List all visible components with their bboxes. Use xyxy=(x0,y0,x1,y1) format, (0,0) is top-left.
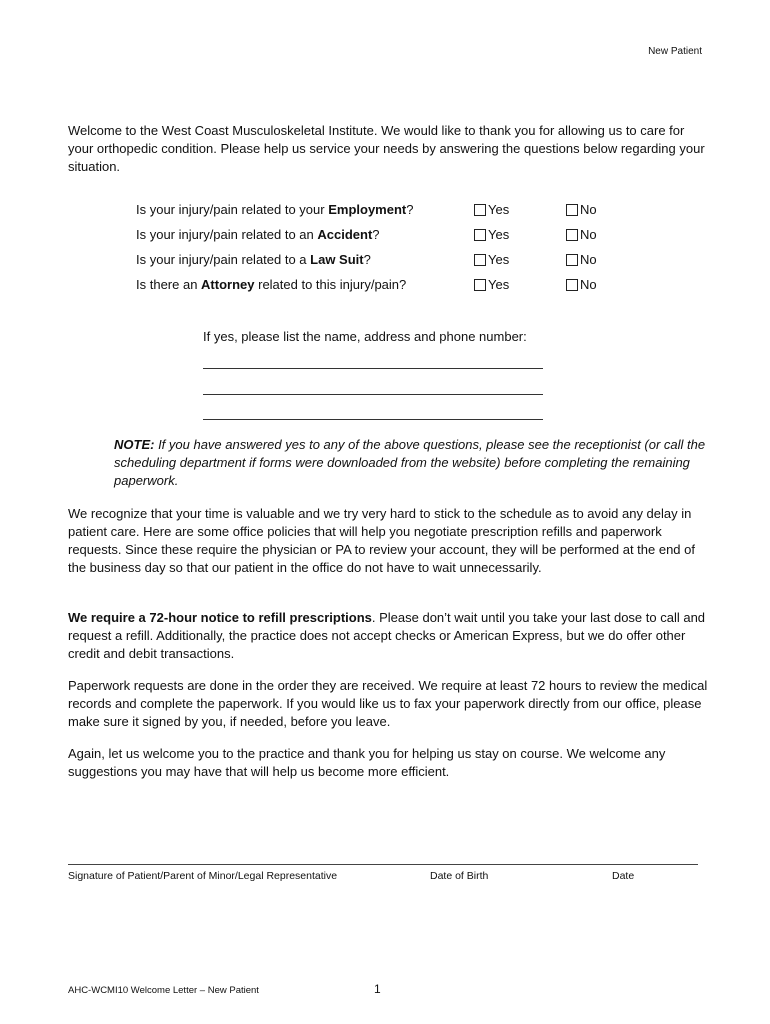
question-attorney: Is there an Attorney related to this injury/pain? xyxy=(136,277,407,292)
checkbox-icon xyxy=(474,279,486,291)
signature-line[interactable] xyxy=(68,864,698,865)
checkbox-icon xyxy=(474,254,486,266)
checkbox-icon xyxy=(566,229,578,241)
law-suit-yes-checkbox[interactable]: Yes xyxy=(474,251,509,269)
law-suit-no-checkbox[interactable]: No xyxy=(566,251,597,269)
checkbox-icon xyxy=(474,229,486,241)
attorney-info-line-3[interactable] xyxy=(203,419,543,420)
page-number: 1 xyxy=(374,982,381,996)
checkbox-icon xyxy=(566,254,578,266)
question-accident: Is your injury/pain related to an Accident? xyxy=(136,227,380,242)
employment-yes-checkbox[interactable]: Yes xyxy=(474,201,509,219)
closing-paragraph: Again, let us welcome you to the practice and thank you for helping us stay on course. We welcome any suggestions you may have that will help us become more efficient. xyxy=(68,746,666,779)
paperwork-paragraph: Paperwork requests are done in the order they are received. We require at least 72 hours to review the medical records and complete the paperwork. If you would like us to fax your paperwork directly from our office, please make sure it signed by you, if needed, before you leave. xyxy=(68,678,708,729)
refill-paragraph: We require a 72-hour notice to refill prescriptions. Please don’t wait until you take your last dose to call and request a refill. Additionally, the practice does not accept checks or American Express, but we do offer other credit and debit transactions. xyxy=(68,610,706,661)
date-label: Date xyxy=(612,870,635,882)
signature-label: Signature of Patient/Parent of Minor/Legal Representative xyxy=(68,870,338,882)
if-yes-prompt: If yes, please list the name, address and phone number: xyxy=(203,329,527,344)
note-paragraph: NOTE: If you have answered yes to any of the above questions, please see the receptionist (or call the scheduling department if forms were downloaded from the website) before completing the remaining paperwork. xyxy=(114,437,706,488)
employment-no-checkbox[interactable]: No xyxy=(566,201,597,219)
attorney-info-line-2[interactable] xyxy=(203,394,543,395)
footer-form-id: AHC-WCMI10 Welcome Letter – New Patient xyxy=(68,985,259,996)
checkbox-icon xyxy=(474,204,486,216)
intro-paragraph: Welcome to the West Coast Musculoskeletal Institute. We would like to thank you for allowing us to care for your orthopedic condition. Please help us service your needs by answering the questions below regarding your situation. xyxy=(68,123,705,174)
policy-paragraph: We recognize that your time is valuable and we try very hard to stick to the schedule as to avoid any delay in patient care. Here are some office policies that will help you negotiate prescription refills and paperwork requests. Since these require the physician or PA to review your account, they will be performed at the end of the business day so that our patient in the office do not have to wait unnecessarily. xyxy=(68,506,695,575)
dob-label: Date of Birth xyxy=(430,870,489,882)
attorney-no-checkbox[interactable]: No xyxy=(566,276,597,294)
question-law-suit: Is your injury/pain related to a Law Suit? xyxy=(136,252,371,267)
attorney-yes-checkbox[interactable]: Yes xyxy=(474,276,509,294)
checkbox-icon xyxy=(566,204,578,216)
accident-yes-checkbox[interactable]: Yes xyxy=(474,226,509,244)
header-label: New Patient xyxy=(648,46,702,57)
question-employment: Is your injury/pain related to your Employment? xyxy=(136,202,414,217)
accident-no-checkbox[interactable]: No xyxy=(566,226,597,244)
checkbox-icon xyxy=(566,279,578,291)
attorney-info-line-1[interactable] xyxy=(203,368,543,369)
